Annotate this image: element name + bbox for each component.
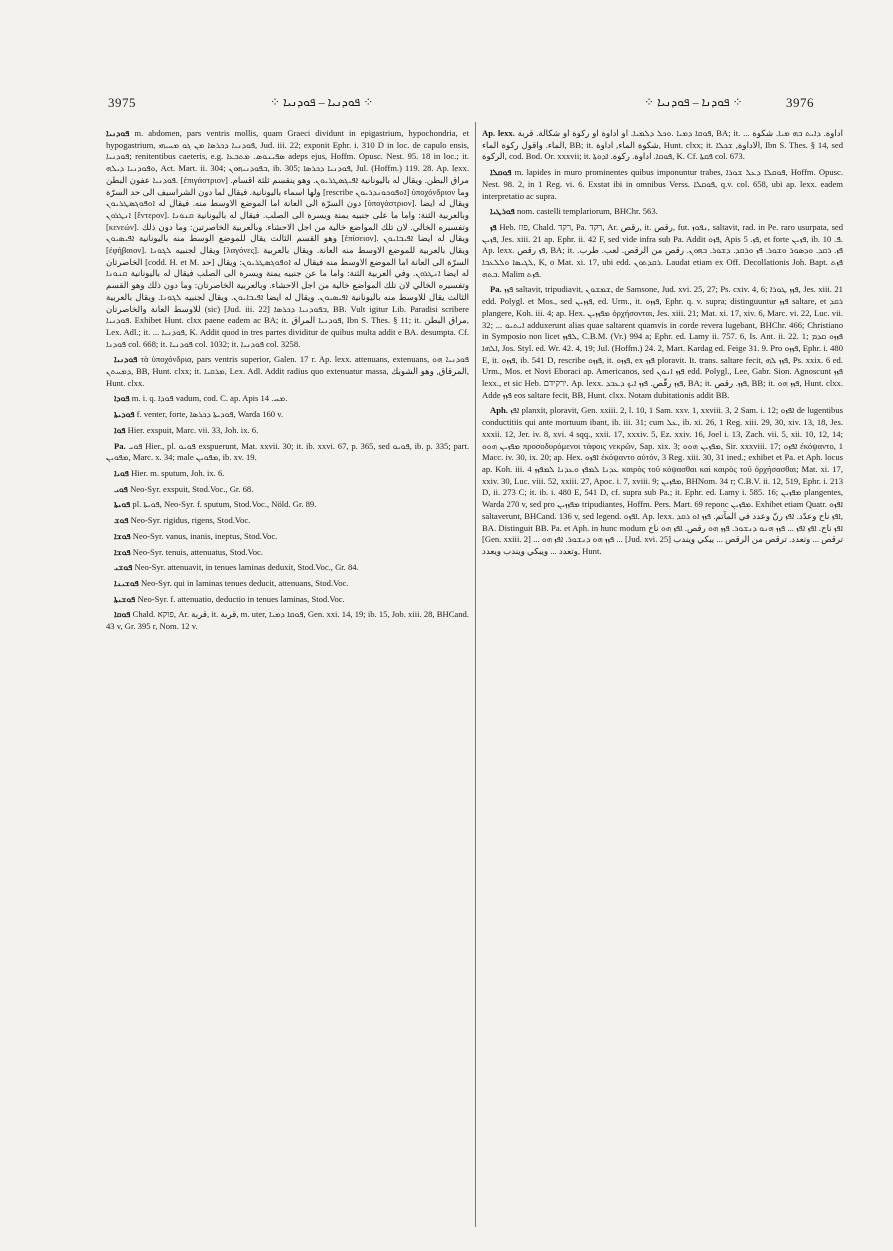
headword-left: ⁘ ܦܘܕܢܝܐ – ܦܘܕܢܝܐ ⁘ (270, 95, 374, 109)
dictionary-entry (106, 578, 469, 590)
entry-lemma: ܦܘܪܛܝܐ (490, 206, 515, 217)
dictionary-entry (482, 128, 843, 163)
entry-text: ܦܘܝ Hier., pl. ܦܘܝܘ exspuerunt, Mat. xxvii. 30; it. ib. xxvi. 67, p. 365, sed ܦܘܝܘ, ib. p. 335; part. ܡܦܘܝܢ, Marc. x. 34; male ܡܦܘܝܢ, ib. xv. 19. (106, 440, 469, 463)
column-divider (475, 122, 476, 1227)
entry-text: Hier. exspuit, Marc. vii. 33, Joh. ix. 6. (125, 424, 259, 435)
entry-lemma: ܦܘܕܐ (114, 393, 130, 404)
dictionary-entry (106, 499, 469, 511)
entry-text: Neo-Syr. attenuavit, in tenues laminas deduxit, Stod.Voc., Gr. 84. (132, 562, 359, 573)
dictionary-entry (106, 468, 469, 480)
entry-text: pl. ܦܘܝܬܐ, Neo-Syr. f. sputum, Stod.Voc., Nöld. Gr. 89. (130, 499, 317, 510)
entry-text: nom. castelli templariorum, BHChr. 563. (514, 206, 658, 217)
dictionary-entry (106, 441, 469, 464)
dictionary-entry (106, 531, 469, 543)
entry-lemma: ܦܙ (490, 221, 497, 232)
entry-text: ܐܦܙ planxit, ploravit, Gen. xxiii. 2, l. 10, 1 Sam. xxv. 1, xxviii. 3, 2 Sam. i. 12; ܐܦܙܘ de lugentibus conductitiis qui ante mortuum ibant, ib. iii. 31; cum ܥܠ, ib. xi. 26, 1 Reg. xiii. 29, 30, xiv. 13, 18, Jes. xxxii. 12, Jer. iv. 8, xvi. 4 sqq., xxii. 17, xxxiv. 5, Ez. xxiv. 16, Joel i. 13, Zach. vii. 5, xii. 10, 12, 14; ܡܦܙܝܢ ܗܘܘ προσοδυρόμενοι τάφοις νεκρῶν, Sap. xix. 3; ܡܦܙܝܢ ܗܘܘ, Sir. xxxviii. 17; ܐܦܙܘ ἐκόψαντο, 1 Macc. iv. 30, ix. 20; ap. Hex. ܐܦܙܘ ἐκόψαντο αὐτόν, 3 Reg. xiii. 30, 31 ined.; exhibet et Pa. et Aph. locus ap. Koh. iii. 4 ܥܕܢܐ ܠܡܦܙ ܘܥܕܢܐ ܠܡܦܙܙ καιρὸς τοῦ κόψασθαι καὶ καιρὸς τοῦ ὀρχήσασθαι; Mat. xi. 17, xxiv. 30, Luc. viii. 52, xxiii. 27, Apoc. i. 7, xviii. 9; ܡܦܙܝܢ, BHNom. 34 r; C.B.V. ii. 12, 519, Ephr. i. 213 D, ii. 273 C; it. ib. i. 480 E, 541 D, cf. supra sub Pa.; it. Ephr. ed. Lamy i. 585. 16; ܡܦܙܝܢ plangentes, Warda 270 v, sed pro ܡܦܙܙܝܢ tripudiantes, Hoffm. Pers. Mart. 69 reponc ܡܦܙܝܢ. Exhibet etiam Quatr. ܐܦܙܘ saltaverunt, BHCand. 136 v, sed legend. ܐܦܙܘ. Ap. lexx. ܐܦܙ ناح وعدّد. ܐܦܙ رنّ وعدد في المآتم. ܦܙܙ ܐܘ ܪܩܕ, BA. Distinguit BB. Pa. et Aph. in hunc modum ܐܦܙ ناح. ܐܦܙ ܐܦܙ ... ܦܙܙ ܗܢܘ ܕܢܫܘܪ. ܦܙܙ ܗܘ رقص. ܐܦܙ ܗܘ ناح [Gen. xxiii. 2] ... ܦܙܙ ܗܘ ܕܢܫܘܪ. ܐܦܙ ܗܘ ... [Jud. xvi. 25] ترقص ... وتعدد. ترقص من الرقص ... يبكي ويندب وتعدد ... ويبكي ويندب ويعدد, Hunt. (482, 405, 843, 556)
entry-lemma: Pa. (490, 284, 502, 295)
entry-lemma: ܦܘܫܝ (114, 562, 133, 573)
entry-lemma: ܦܘܐ (114, 424, 126, 435)
dictionary-entry (106, 128, 469, 350)
entry-lemma: ܦܘܩܠܐ (490, 167, 512, 178)
dictionary-entry (106, 547, 469, 559)
dictionary-entry (482, 284, 843, 401)
headword-right: ⁘ ܦܘܕܢܐ – ܦܘܕܢܝܐ ⁘ (644, 95, 743, 109)
dictionary-entry (106, 409, 469, 421)
dictionary-entry (482, 222, 843, 281)
dictionary-entry (106, 354, 469, 389)
entry-lemma: Pa. (114, 440, 126, 451)
dictionary-entry (482, 206, 843, 218)
entry-text: m. i. q. ܦܘܕܐ vadum, cod. C. ap. Apis ܡܚ. 14. (129, 393, 288, 404)
entry-text: τὰ ὑποχόνδρια, pars ventris superior, Galen. 17 r. Ap. lexx. attenuans, extenuans, ܦܘܕܢܝܐ ܗܘ ܕܡܚܬܢ, BB, Hunt. clxx; it. ܡܪܩܝܐ, Lex. Adl. Addit radius quo extenuatur massa, المرقاق, وهو الشوبك, Hunt. clxx. (106, 354, 469, 388)
entry-lemma: Ap. lexx. (482, 128, 515, 138)
entry-lemma: Aph. (490, 405, 508, 416)
page-number-left: 3975 (108, 95, 136, 110)
entry-text: ܦܘܩܐ ܕܡܝܐ .ܘܟܠ ܕܠܡܝܐ. او اداوة او ركوة او شكالة. قربة, BA; it. ... اداوة. ܕܐܝܬ ܒܗ ܡܝܐ. شكوة الماء. واقول ركوة الماء, BB; it. شكوة الماء, اداوة, Hunt. clxx; it. الاداوة, ܫܟܠܐ, Ibn S. Thes. § 14, sed الركوة, cod. Bod. Or. xxxvii; it. ܦܘܩܐ. اداوة. ركوة. ܐܕܘܬܐ, K. Cf. ܦܩܬܐ col. 673. (482, 128, 843, 162)
dictionary-entry (106, 609, 469, 632)
entry-text: Heb. פזז, Chald. רקד, Pa. רקד, Ar. رقص, it. رقص, fut. ܢܦܘܙ, saltavit, rad. in Pe. raro usurpata, sed ܦܙܝܢ, Jes. xiii. 21 ap. Ephr. ii. 42 F, sed vide infra sub Pa. Addit ܦܙܘ, Apis ܦܙ. 5, et forte ܦܙܝܢ, ib. ܦ. 10. Ap. lexx. ܦܙ رقص, BA; it. ܦܙ. ܪܩܕ. ܘܕܣܘܪ ܘܫܘܪ. ܦܙ ܘܪܩܕ. ܕܫܘܪ. ܒܗܘܢ. رقص من الرقص. لعب. طرب. ܠܓܝܣܐ ܘܠܠܥܒܐ, K, o Mat. xi. 17, ubi edd. ܪܩܕܬܘܢ. Laudat etiam ex Off. Decollationis Joh. Bapt. ܦܙܬ ܒܬܗ. Malim ܦܙܬ. (482, 221, 843, 279)
entry-lemma: ܦܘܝ (114, 483, 128, 494)
entry-lemma: ܦܘܕܢܝܐ (114, 354, 138, 365)
dictionary-entry (482, 405, 843, 557)
entry-lemma: ܦܘܝܬܐ (114, 499, 131, 510)
entry-lemma: ܦܘܝܐ (114, 467, 129, 478)
entry-lemma: ܦܘܫ (114, 515, 129, 526)
dictionary-entry (106, 425, 469, 437)
dictionary-entry (106, 393, 469, 405)
dictionary-entry (106, 515, 469, 527)
right-column (482, 128, 843, 1231)
entry-lemma: ܦܘܫܝܬܐ (114, 593, 136, 604)
dictionary-entry (106, 594, 469, 606)
entry-text: f. venter, forte, ܦܘܕܝܬܐ ܕܟܪܣܐ, Warda 160 v. (134, 409, 284, 420)
page-number-right: 3976 (786, 95, 814, 110)
entry-text: Neo-Syr. qui in laminas tenues deducit, attenuans, Stod.Voc. (138, 577, 349, 588)
dictionary-entry (106, 562, 469, 574)
entry-lemma: ܦܘܫܐ (114, 530, 131, 541)
entry-text: Chald. פוקא, Ar. قربة, it. قربة, m. uter, ܦܘܩܐ ܕܡܝܐ, Gen. xxi. 14, 19; ib. 15, Job. xiii. 28, BHCand. 43 v, Gr. 395 r, Nom. 12 v. (106, 609, 469, 632)
entry-lemma: ܦܘܕܢܝܐ (106, 128, 130, 138)
entry-text: Neo-Syr. exspuit, Stod.Voc., Gr. 68. (127, 483, 254, 494)
entry-text: Hier. m. sputum, Joh. ix. 6. (128, 467, 225, 478)
entry-text: Neo-Syr. rigidus, rigens, Stod.Voc. (128, 515, 251, 526)
entry-text: ܦܙܙ saltavit, tripudiavit, ܫܡܫܘܢ, de Samsone, Jud. xvi. 25, 27; Ps. cxiv. 4, 6; ܦܙܙ ܛܘܪܐ, Jes. xiii. 21 edd. Polygl. et Mos., sed ܦܙܙܝܢ, ed. Urm., it. ܦܙܙܘ, Ephr. q. v. supra; distinguuntur ܦܙܙ saltare, et ܪܩܕ plangere, Koh. iii. 4; ap. Hex. ܡܦܙܙܝܢ ὀρχήσονται, Jes. xiii. 21; Mat. xi. 17, xiv. 6, Marc. vi. 22, Luc. vii. 32; ... ܐܝܬܝܘ adduxerunt alias quae saltarent quamvis in corde revera lugebant, BHChr. 466; Christiano in Symposio non licet ܠܦܙܙ, C.B.M. (Vr.) 994 a; Ephr. ed. Lamy ii. 757. 6, Is. Ant. ii. 22. 1; ܦܙܙܘ ܩܕܡ ܐܠܗܐ, Jos. Styl. ed. Wr. 42. 4, 19; Jul. (Hoffm.) 24. 2, Mart. Kardag ed. Feige 31. 9. Pro ܦܙܙܘ, Ephr. i. 480 E, it. ܦܙܙܘ, ib. 541 D, rescribe ܦܙܙܘ, it. ܦܙܙܘ, ex ܦܙܙ ploravit. It. trans. saltare fecit, ܦܙܙ ܠܗ, Ps. xxix. 6 ed. Urm., Mos. et Novi Eboraci ap. Americanos, sed ܦܙܙ ܐܢܘܢ edd. Polygl., Lee, Gabr. Sion. Agnoscunt ܦܙܙ lexx., et sic Heb. ירקידם. Ap. lexx. ܦܙܙ رقّص. ܦܙܙ ܐܝܟ ܕܥܒܕ, BA; it. ܦܙܙ. رقص, BB; it. ܦܙܙ ܗܘ, Hunt. clxx. Adde ܦܙܙ eos saltare fecit, BB, Hunt. clxx. Notam dubitationis addit BB. (482, 284, 843, 400)
dictionary-entry (106, 484, 469, 496)
entry-text: Neo-Syr. tenuis, attenuatus, Stod.Voc. (130, 546, 263, 557)
entry-text: m. lapides in muro prominentes quibus imponuntur trabes, ܦܘܩܠܐ ܕܥܠ ܫܘܪܐ, Hoffm. Opusc. Nest. 98. 2, in 1 Reg. vi. 6. Exstat ibi in omnibus Verss. ܦܘܩܠܐ, q.v. col. 658, ubi ap. lexx. eadem interpretatio ac supra. (482, 167, 843, 201)
entry-text: Neo-Syr. f. attenuatio, deductio in tenues laminas, Stod.Voc. (135, 593, 345, 604)
entry-text: Neo-Syr. vanus, inanis, ineptus, Stod.Voc. (130, 530, 278, 541)
entry-lemma: ܦܘܩܐ (114, 609, 131, 620)
left-column (106, 128, 469, 1231)
entry-lemma: ܦܘܕܝܬܐ (114, 409, 135, 420)
entry-lemma: ܦܘܫܝܢܐ (114, 577, 139, 588)
running-head (108, 95, 814, 115)
dictionary-entry (482, 167, 843, 202)
entry-text: m. abdomen, pars ventris mollis, quam Graeci dividunt in epigastrium, hypochondria, et hypogastrium, ܦܘܕܢܝܐ ܕܟܪܣܐ ܡܢ ܓܘ ܡܚܝܗܝ, Jud. iii. 22; exponit Ephr. i. 310 D in loc. de capulo ensis, ܦܘܕܢܝܐ; renitentibus caeteris, e.g. ܣܦܝܢܘܣ. ܡܬܒܥܐ adeps ejus, Hoffm. Opusc. Nest. 95. 18 in loc.; it. ܘܦܘܕܢܝܐ ܕܝܠܗ, Act. Mart. ii. 304; ܒܦܘܕܢܝܗܘܢ, ib. 305; ܦܘܕܢܝܐ ܕܟܪܣܐ, Jul. (Hoffm.) 119. 28. Ap. lexx. ܦܘܕܢܝܐ عفون البطن. [ἐπιγάστριον] مراق البطن. ويقال له باليونانية ܐܦܝܓܣܛܪܝܘܢ. وهو ينقسم ثلثة اقسام. ولها اسماء باليونانية. فيقال لما دون الشراسيف الى حد السرّة [rescribe ܐܘܦܘܟܘܢܕܪܝܘܢ] ὑποχόνδριον وما دون السرّة الى العانة اما الموضع الاوسط منه. فيقال له ܐܘܦܘܓܣܛܪܝܘܢ [ὑπογάστριον]. ويقال له ايضا ܐܢܛܪܘܢ [ἔντερον]. وبالعربية الثنة: واما ما على جنبيه يمنة ويسرة الى الصلب. فيقال له باليونانية ܩܢܘܢܐ [κενεών]. وتفسيره الخالي. لان تلك المواضع خالية من اجل الاحشاء. وبالعربية الخاصرتين: وما دون ذلك وهو القسم الثالث يقال للموضع الوسط منه باليونانية ܐܦܝܣܝܘܢ [ἐπίσειον]. ويقال له ايضا ܐܦܝܒܐܝܘܢ [ἐφήβαιον]. ويقال لجنبيه ܠܓܘܢܐ [λαγόνες]. ويقال بالعربية للموضع الاوسط منه العانة. ويقال بالعربية الخاصرتان [codd. H. et M. حد] السرّة الى العانة اما الموضع الاوسط منه فيقال له ܐܘܦܘܓܣܛܪܝܘܢ: ويقال له ايضا ܐܢܛܪܘܢ. وفي العربية الثنة: واما ما عن جنبيه يمنة ويسرة الى الصلب فيقال له باليونانية ܩܢܘܢܐ وتفسيره الخالي لان تلك المواضع خالية من اجل الاحشاء. وبالعربية الخاصرتان: وما دون ذلك وهو القسم الثالث يقال للاوسط منه باليونانية ܐܦܝܣܝܘܢ. ويقال له ايضا ܐܦܝܒܐܝܘܢ. ويقال لجنبيه ܠܓܘܢܐ. ويقال بالعربية للاوسط العانة والخاصرتان (sic) [Jud. iii. 22] ܒܦܘܕܢܝܐ ܕܟܪܣܐ, BB. Vult igitur Lib. Paradisi scribere ܦܘܕܢܝܐ. Exhibet Hunt. clxx paene eadem ac BA; it. ܦܘܕܢܝܐ المراق, Ibn S. Thes. § 11; it. مراق البطن, Lex. Adl.; it. ... ܦܘܕܢܝܐ, K. Addit quod in tres partes dividitur de quibus multa addit e BA. desumpta. Cf. ܦܘܕܢܐ col. 668; it. ܦܘܕܢܝܐ col. 1032; it. ܦܘܕܢܝܐ col. 3258. (106, 128, 469, 349)
entry-lemma: ܦܘܫܐ (114, 546, 131, 557)
